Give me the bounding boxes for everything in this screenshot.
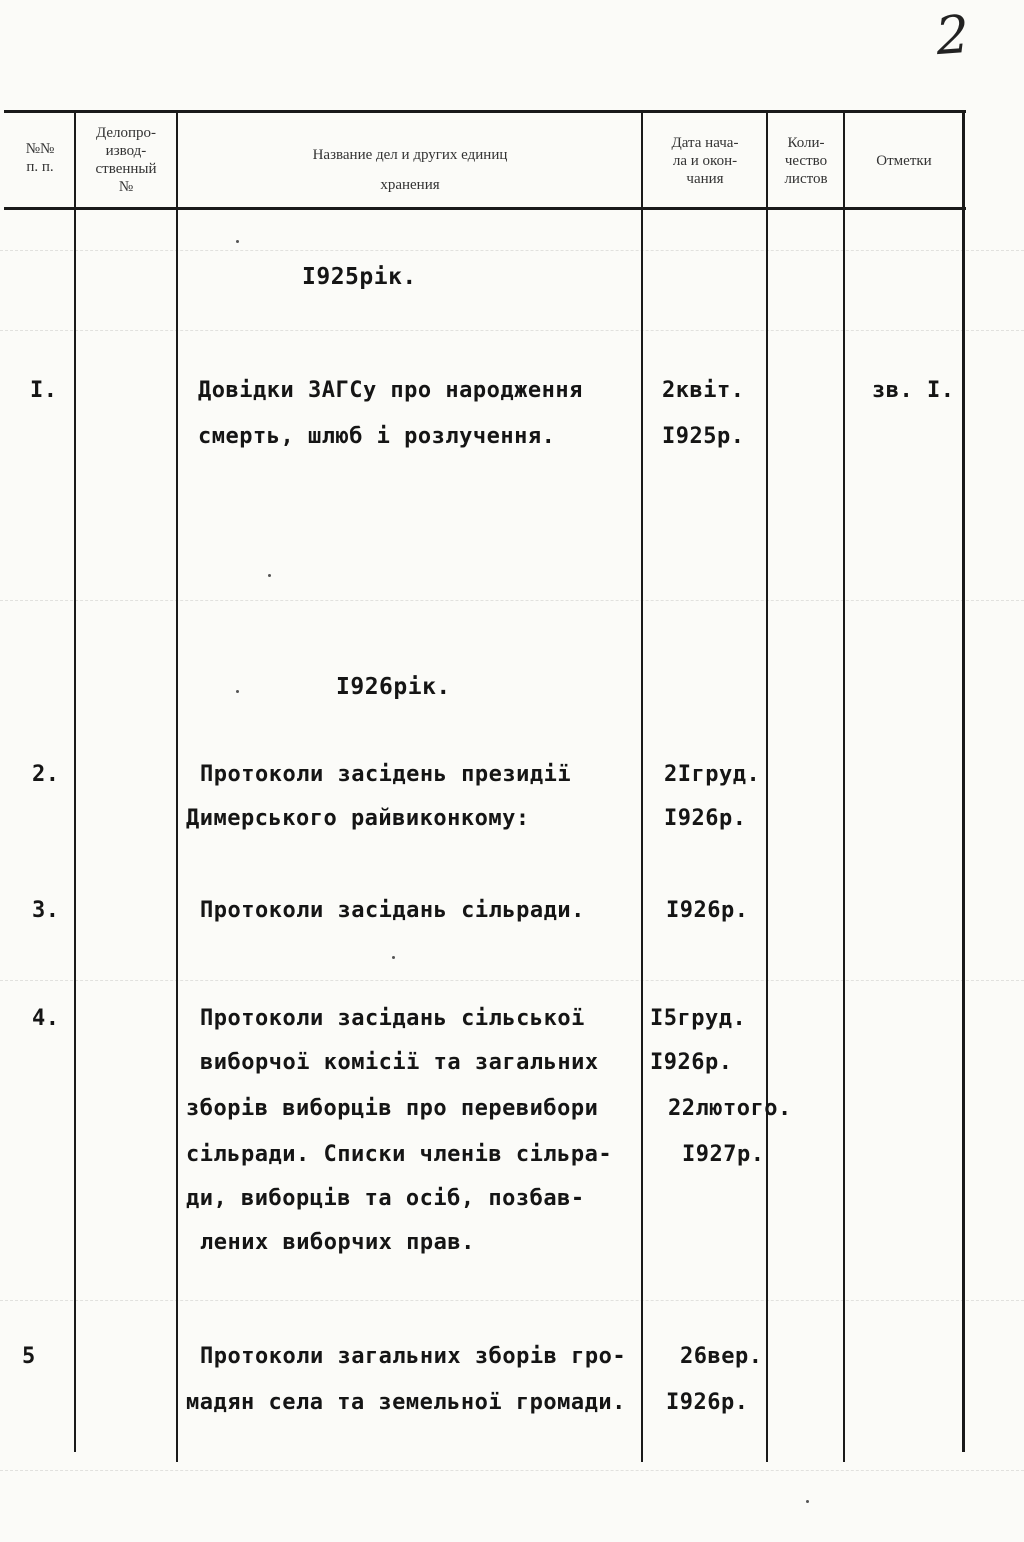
entry-date-line: 26вер.: [680, 1344, 763, 1369]
scan-speck: [236, 690, 239, 693]
entry-title-line: Димерського райвиконкому:: [186, 806, 530, 831]
entry-number: 4.: [32, 1006, 60, 1031]
year-heading: I926рік.: [336, 674, 451, 700]
entry-number: 2.: [32, 762, 60, 787]
column-rule: [74, 112, 76, 1452]
scan-speck: [236, 240, 239, 243]
entry-date-line: 2квіт.: [662, 378, 745, 403]
scan-speck: [268, 574, 271, 577]
header-sheet-count: Коли- чество листов: [784, 135, 828, 187]
scan-speck: [806, 1500, 809, 1503]
column-rule: [641, 112, 643, 1462]
entry-date-line: I926р.: [666, 1390, 749, 1415]
entry-title-line: Протоколи засідань сільради.: [200, 898, 585, 923]
entry-title-line: сільради. Списки членів сільра-: [186, 1142, 613, 1167]
entry-notes: зв. I.: [872, 378, 955, 403]
entry-title-line: зборів виборців про перевибори: [186, 1096, 599, 1121]
entry-title-line: Протоколи загальних зборів гро-: [200, 1344, 627, 1369]
header-bottom-rule: [4, 207, 966, 210]
table-top-rule: [4, 110, 966, 113]
entry-date-line: I926р.: [650, 1050, 733, 1075]
entry-date-line: I925р.: [662, 424, 745, 449]
faint-line: [0, 1300, 1024, 1301]
faint-line: [0, 600, 1024, 601]
entry-date-line: I926р.: [666, 898, 749, 923]
entry-title-line: Довідки ЗАГСу про народження: [198, 378, 583, 403]
column-rule: [176, 112, 178, 1462]
column-rule: [766, 112, 768, 1462]
year-heading: I925рік.: [302, 264, 417, 290]
column-rule: [962, 112, 965, 1452]
faint-line: [0, 980, 1024, 981]
entry-title-line: виборчої комісії та загальних: [200, 1050, 599, 1075]
entry-title-line: Протоколи засідень президії: [200, 762, 572, 787]
faint-line: [0, 250, 1024, 251]
header-title: Название дел и других единиц хранения: [312, 147, 508, 193]
entry-number: 5: [22, 1344, 36, 1369]
page-number: 2: [933, 4, 972, 68]
entry-title-line: смерть, шлюб і розлучення.: [198, 424, 556, 449]
column-rule: [843, 112, 845, 1462]
header-date: Дата нача- ла и окон- чания: [671, 135, 739, 187]
faint-line: [0, 1470, 1024, 1471]
header-num: №№ п. п.: [25, 141, 55, 175]
entry-title-line: Протоколи засідань сільської: [200, 1006, 585, 1031]
faint-line: [0, 330, 1024, 331]
entry-title-line: ди, виборців та осіб, позбав-: [186, 1186, 585, 1211]
entry-date-line: I926р.: [664, 806, 747, 831]
entry-date-line: I5груд.: [650, 1006, 747, 1031]
entry-date-line: 2Iгруд.: [664, 762, 761, 787]
entry-title-line: лених виборчих прав.: [200, 1230, 475, 1255]
header-notes: Отметки: [876, 153, 932, 169]
entry-number: I.: [30, 378, 58, 403]
header-office-number: Делопро- извод- ственный №: [95, 125, 157, 195]
entry-date-line: I927р.: [682, 1142, 765, 1167]
entry-title-line: мадян села та земельної громади.: [186, 1390, 626, 1415]
entry-number: 3.: [32, 898, 60, 923]
scan-speck: [392, 956, 395, 959]
entry-date-line: 22лютого.: [668, 1096, 792, 1121]
